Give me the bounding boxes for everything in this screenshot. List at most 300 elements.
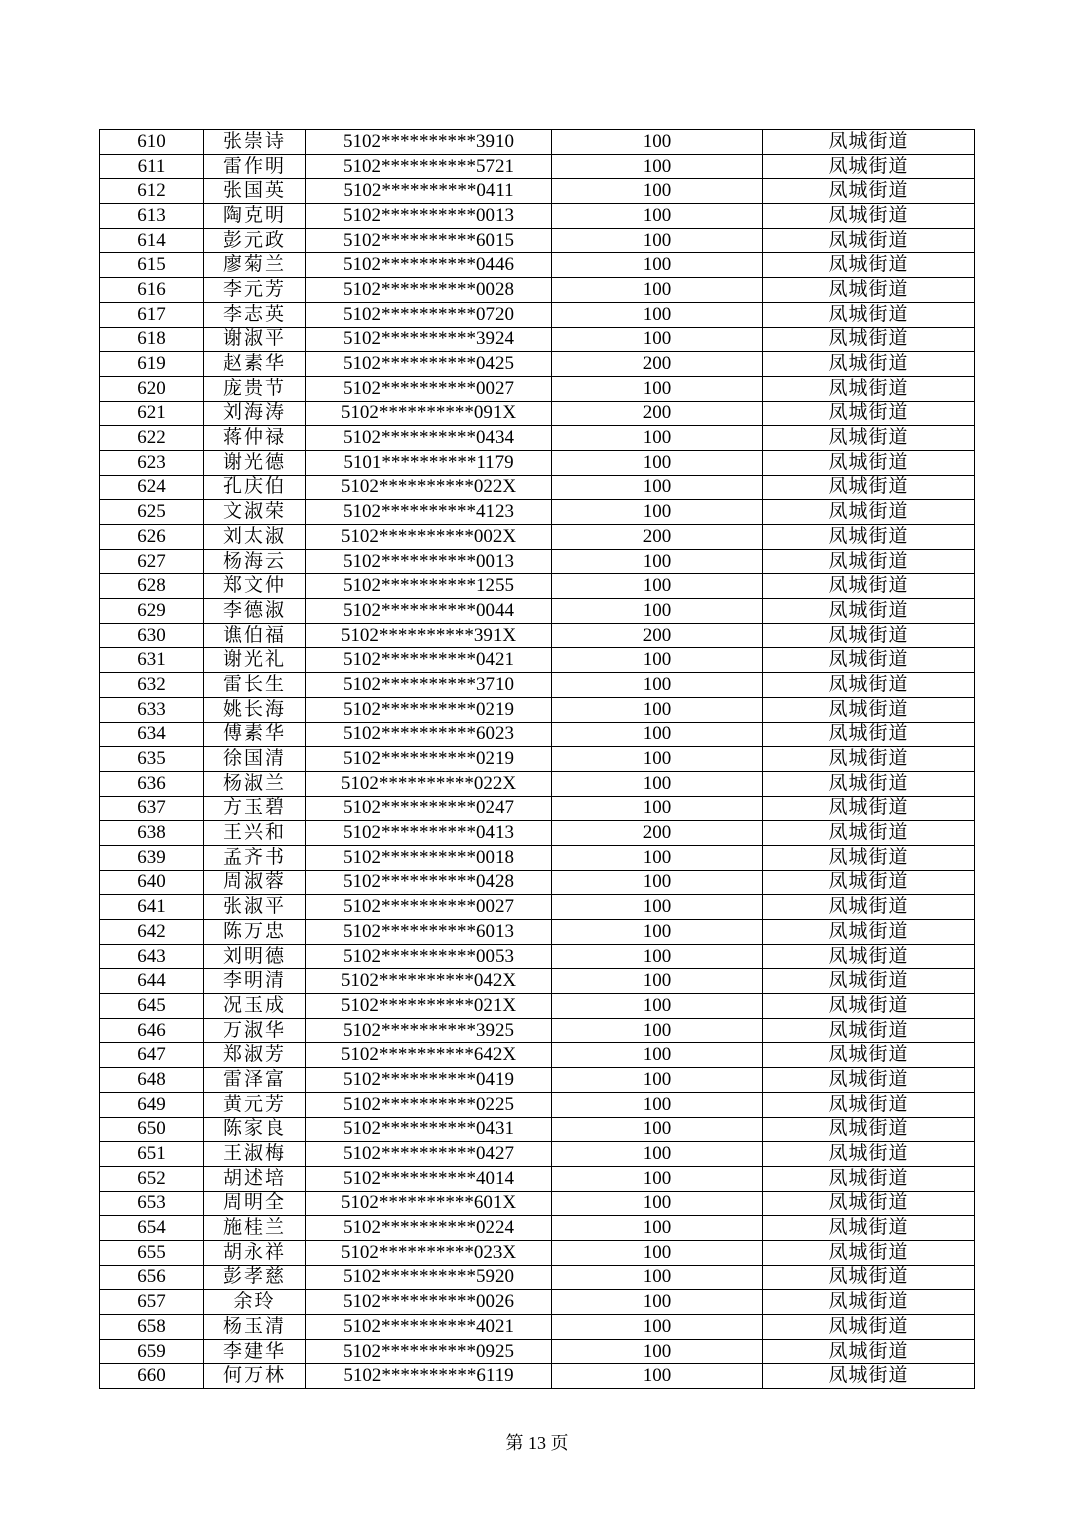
id-number-cell: 5102**********4014 [306,1166,552,1191]
id-number-cell: 5102**********5721 [306,154,552,179]
name-cell: 文淑荣 [204,500,306,525]
row-index-cell: 623 [100,450,204,475]
name-cell: 姚长海 [204,697,306,722]
table-row [100,648,975,673]
name-cell: 张淑平 [204,895,306,920]
street-cell: 凤城街道 [763,179,975,204]
street-cell: 凤城街道 [763,302,975,327]
amount-cell: 100 [552,796,763,821]
street-cell: 凤城街道 [763,253,975,278]
table-row [100,722,975,747]
row-index-cell: 660 [100,1364,204,1389]
table-row [100,994,975,1019]
table-row [100,154,975,179]
amount-cell: 100 [552,1216,763,1241]
street-cell: 凤城街道 [763,697,975,722]
row-index-cell: 621 [100,401,204,426]
name-cell: 李建华 [204,1339,306,1364]
street-cell: 凤城街道 [763,673,975,698]
table-row [100,500,975,525]
row-index-cell: 659 [100,1339,204,1364]
id-number-cell: 5102**********0027 [306,376,552,401]
amount-cell: 100 [552,895,763,920]
street-cell: 凤城街道 [763,475,975,500]
name-cell: 余玲 [204,1290,306,1315]
street-cell: 凤城街道 [763,796,975,821]
street-cell: 凤城街道 [763,771,975,796]
amount-cell: 100 [552,1018,763,1043]
amount-cell: 100 [552,944,763,969]
id-number-cell: 5102**********3710 [306,673,552,698]
table-row [100,525,975,550]
amount-cell: 100 [552,845,763,870]
amount-cell: 200 [552,352,763,377]
id-number-cell: 5102**********023X [306,1240,552,1265]
table-row [100,1315,975,1340]
amount-cell: 100 [552,154,763,179]
street-cell: 凤城街道 [763,525,975,550]
row-index-cell: 650 [100,1117,204,1142]
street-cell: 凤城街道 [763,722,975,747]
record-table [99,129,975,1389]
amount-cell: 200 [552,525,763,550]
table-row [100,1092,975,1117]
amount-cell: 100 [552,1117,763,1142]
id-number-cell: 5102**********0434 [306,426,552,451]
table-row [100,327,975,352]
name-cell: 刘海涛 [204,401,306,426]
name-cell: 雷长生 [204,673,306,698]
table-row [100,401,975,426]
name-cell: 何万林 [204,1364,306,1389]
table-row [100,944,975,969]
street-cell: 凤城街道 [763,204,975,229]
name-cell: 况玉成 [204,994,306,1019]
street-cell: 凤城街道 [763,574,975,599]
amount-cell: 100 [552,450,763,475]
row-index-cell: 640 [100,870,204,895]
name-cell: 赵素华 [204,352,306,377]
amount-cell: 100 [552,1142,763,1167]
name-cell: 施桂兰 [204,1216,306,1241]
name-cell: 谢光德 [204,450,306,475]
row-index-cell: 651 [100,1142,204,1167]
name-cell: 王兴和 [204,821,306,846]
table-row [100,1240,975,1265]
id-number-cell: 5102**********0411 [306,179,552,204]
street-cell: 凤城街道 [763,920,975,945]
name-cell: 周明全 [204,1191,306,1216]
amount-cell: 100 [552,1191,763,1216]
street-cell: 凤城街道 [763,870,975,895]
row-index-cell: 646 [100,1018,204,1043]
id-number-cell: 5102**********6119 [306,1364,552,1389]
row-index-cell: 633 [100,697,204,722]
name-cell: 傅素华 [204,722,306,747]
amount-cell: 100 [552,1240,763,1265]
name-cell: 胡述培 [204,1166,306,1191]
row-index-cell: 637 [100,796,204,821]
id-number-cell: 5102**********0027 [306,895,552,920]
row-index-cell: 614 [100,228,204,253]
street-cell: 凤城街道 [763,376,975,401]
row-index-cell: 654 [100,1216,204,1241]
name-cell: 刘明德 [204,944,306,969]
table-row [100,845,975,870]
amount-cell: 200 [552,821,763,846]
name-cell: 李元芳 [204,278,306,303]
table-row [100,623,975,648]
row-index-cell: 610 [100,130,204,155]
table-row [100,302,975,327]
row-index-cell: 649 [100,1092,204,1117]
row-index-cell: 631 [100,648,204,673]
street-cell: 凤城街道 [763,1364,975,1389]
table-row [100,1191,975,1216]
name-cell: 方玉碧 [204,796,306,821]
id-number-cell: 5102**********0427 [306,1142,552,1167]
street-cell: 凤城街道 [763,426,975,451]
name-cell: 李德淑 [204,599,306,624]
amount-cell: 100 [552,697,763,722]
id-number-cell: 5102**********4021 [306,1315,552,1340]
row-index-cell: 641 [100,895,204,920]
row-index-cell: 618 [100,327,204,352]
id-number-cell: 5102**********391X [306,623,552,648]
name-cell: 雷泽富 [204,1068,306,1093]
name-cell: 黄元芳 [204,1092,306,1117]
table-row [100,1018,975,1043]
table-row [100,574,975,599]
table-row [100,673,975,698]
table-row [100,1265,975,1290]
table-row [100,1117,975,1142]
row-index-cell: 636 [100,771,204,796]
id-number-cell: 5102**********0419 [306,1068,552,1093]
table-row [100,599,975,624]
street-cell: 凤城街道 [763,1216,975,1241]
row-index-cell: 639 [100,845,204,870]
name-cell: 郑文仲 [204,574,306,599]
amount-cell: 100 [552,278,763,303]
row-index-cell: 627 [100,549,204,574]
id-number-cell: 5102**********6013 [306,920,552,945]
id-number-cell: 5102**********021X [306,994,552,1019]
id-number-cell: 5102**********0413 [306,821,552,846]
id-number-cell: 5102**********022X [306,475,552,500]
street-cell: 凤城街道 [763,623,975,648]
row-index-cell: 622 [100,426,204,451]
street-cell: 凤城街道 [763,747,975,772]
street-cell: 凤城街道 [763,1290,975,1315]
amount-cell: 100 [552,228,763,253]
name-cell: 徐国清 [204,747,306,772]
amount-cell: 100 [552,179,763,204]
table-row [100,549,975,574]
street-cell: 凤城街道 [763,1092,975,1117]
amount-cell: 100 [552,426,763,451]
table-row [100,1364,975,1389]
table-row [100,130,975,155]
id-number-cell: 5102**********091X [306,401,552,426]
row-index-cell: 658 [100,1315,204,1340]
amount-cell: 100 [552,376,763,401]
amount-cell: 100 [552,549,763,574]
id-number-cell: 5102**********0925 [306,1339,552,1364]
row-index-cell: 613 [100,204,204,229]
id-number-cell: 5102**********022X [306,771,552,796]
street-cell: 凤城街道 [763,1315,975,1340]
street-cell: 凤城街道 [763,599,975,624]
id-number-cell: 5102**********5920 [306,1265,552,1290]
row-index-cell: 628 [100,574,204,599]
amount-cell: 100 [552,574,763,599]
id-number-cell: 5102**********0219 [306,697,552,722]
table-row [100,920,975,945]
name-cell: 廖菊兰 [204,253,306,278]
street-cell: 凤城街道 [763,500,975,525]
row-index-cell: 619 [100,352,204,377]
street-cell: 凤城街道 [763,845,975,870]
id-number-cell: 5102**********3924 [306,327,552,352]
id-number-cell: 5102**********3910 [306,130,552,155]
street-cell: 凤城街道 [763,401,975,426]
table-row [100,278,975,303]
name-cell: 彭孝慈 [204,1265,306,1290]
street-cell: 凤城街道 [763,1265,975,1290]
row-index-cell: 620 [100,376,204,401]
row-index-cell: 626 [100,525,204,550]
street-cell: 凤城街道 [763,549,975,574]
id-number-cell: 5102**********0720 [306,302,552,327]
name-cell: 陈万忠 [204,920,306,945]
id-number-cell: 5102**********0224 [306,1216,552,1241]
id-number-cell: 5102**********0431 [306,1117,552,1142]
id-number-cell: 5102**********6023 [306,722,552,747]
street-cell: 凤城街道 [763,278,975,303]
name-cell: 万淑华 [204,1018,306,1043]
amount-cell: 100 [552,599,763,624]
table-row [100,1339,975,1364]
name-cell: 李志英 [204,302,306,327]
street-cell: 凤城街道 [763,1068,975,1093]
table-row [100,1068,975,1093]
id-number-cell: 5102**********0428 [306,870,552,895]
street-cell: 凤城街道 [763,327,975,352]
row-index-cell: 652 [100,1166,204,1191]
row-index-cell: 634 [100,722,204,747]
amount-cell: 200 [552,401,763,426]
row-index-cell: 617 [100,302,204,327]
name-cell: 张崇诗 [204,130,306,155]
table-row [100,1142,975,1167]
amount-cell: 100 [552,1265,763,1290]
name-cell: 胡永祥 [204,1240,306,1265]
table-row [100,1043,975,1068]
name-cell: 蒋仲禄 [204,426,306,451]
street-cell: 凤城街道 [763,154,975,179]
row-index-cell: 653 [100,1191,204,1216]
id-number-cell: 5102**********0225 [306,1092,552,1117]
table-row [100,1290,975,1315]
row-index-cell: 657 [100,1290,204,1315]
row-index-cell: 629 [100,599,204,624]
amount-cell: 100 [552,1068,763,1093]
row-index-cell: 648 [100,1068,204,1093]
street-cell: 凤城街道 [763,821,975,846]
id-number-cell: 5102**********0028 [306,278,552,303]
name-cell: 谯伯福 [204,623,306,648]
table-row [100,697,975,722]
id-number-cell: 5102**********4123 [306,500,552,525]
id-number-cell: 5102**********002X [306,525,552,550]
amount-cell: 100 [552,1290,763,1315]
row-index-cell: 635 [100,747,204,772]
table-row [100,747,975,772]
id-number-cell: 5102**********0026 [306,1290,552,1315]
row-index-cell: 645 [100,994,204,1019]
amount-cell: 100 [552,969,763,994]
amount-cell: 100 [552,920,763,945]
table-row [100,1216,975,1241]
amount-cell: 100 [552,302,763,327]
id-number-cell: 5102**********0013 [306,204,552,229]
id-number-cell: 5102**********0425 [306,352,552,377]
id-number-cell: 5102**********0219 [306,747,552,772]
name-cell: 李明清 [204,969,306,994]
name-cell: 张国英 [204,179,306,204]
amount-cell: 100 [552,1364,763,1389]
street-cell: 凤城街道 [763,1191,975,1216]
row-index-cell: 624 [100,475,204,500]
name-cell: 王淑梅 [204,1142,306,1167]
row-index-cell: 612 [100,179,204,204]
table-row [100,475,975,500]
name-cell: 雷作明 [204,154,306,179]
id-number-cell: 5102**********0247 [306,796,552,821]
row-index-cell: 611 [100,154,204,179]
id-number-cell: 5102**********0044 [306,599,552,624]
amount-cell: 100 [552,1043,763,1068]
table-row [100,771,975,796]
table-row [100,376,975,401]
id-number-cell: 5102**********3925 [306,1018,552,1043]
name-cell: 杨海云 [204,549,306,574]
amount-cell: 100 [552,475,763,500]
row-index-cell: 642 [100,920,204,945]
amount-cell: 100 [552,1092,763,1117]
row-index-cell: 638 [100,821,204,846]
name-cell: 郑淑芳 [204,1043,306,1068]
table-row [100,352,975,377]
id-number-cell: 5102**********0421 [306,648,552,673]
street-cell: 凤城街道 [763,1166,975,1191]
street-cell: 凤城街道 [763,1117,975,1142]
table-row [100,1166,975,1191]
name-cell: 孟齐书 [204,845,306,870]
id-number-cell: 5102**********642X [306,1043,552,1068]
row-index-cell: 647 [100,1043,204,1068]
street-cell: 凤城街道 [763,352,975,377]
table-row [100,870,975,895]
id-number-cell: 5102**********1255 [306,574,552,599]
street-cell: 凤城街道 [763,895,975,920]
name-cell: 谢光礼 [204,648,306,673]
amount-cell: 100 [552,1315,763,1340]
street-cell: 凤城街道 [763,1043,975,1068]
amount-cell: 100 [552,870,763,895]
row-index-cell: 630 [100,623,204,648]
amount-cell: 100 [552,648,763,673]
id-number-cell: 5102**********0053 [306,944,552,969]
amount-cell: 100 [552,1166,763,1191]
id-number-cell: 5102**********0446 [306,253,552,278]
street-cell: 凤城街道 [763,944,975,969]
id-number-cell: 5102**********0018 [306,845,552,870]
table-row [100,895,975,920]
table-row [100,228,975,253]
name-cell: 周淑蓉 [204,870,306,895]
name-cell: 刘太淑 [204,525,306,550]
id-number-cell: 5102**********042X [306,969,552,994]
table-row [100,204,975,229]
amount-cell: 100 [552,1339,763,1364]
name-cell: 陶克明 [204,204,306,229]
page-number: 第 13 页 [505,1433,569,1453]
id-number-cell: 5101**********1179 [306,450,552,475]
name-cell: 陈家良 [204,1117,306,1142]
name-cell: 杨淑兰 [204,771,306,796]
row-index-cell: 616 [100,278,204,303]
amount-cell: 100 [552,253,763,278]
table-row [100,253,975,278]
street-cell: 凤城街道 [763,994,975,1019]
record-table-body [100,130,975,1389]
row-index-cell: 656 [100,1265,204,1290]
row-index-cell: 625 [100,500,204,525]
name-cell: 谢淑平 [204,327,306,352]
amount-cell: 100 [552,722,763,747]
table-row [100,969,975,994]
amount-cell: 100 [552,747,763,772]
table-row [100,179,975,204]
row-index-cell: 615 [100,253,204,278]
amount-cell: 100 [552,994,763,1019]
street-cell: 凤城街道 [763,648,975,673]
amount-cell: 100 [552,673,763,698]
amount-cell: 100 [552,130,763,155]
id-number-cell: 5102**********6015 [306,228,552,253]
street-cell: 凤城街道 [763,1240,975,1265]
name-cell: 庞贵节 [204,376,306,401]
table-row [100,450,975,475]
amount-cell: 100 [552,327,763,352]
row-index-cell: 644 [100,969,204,994]
street-cell: 凤城街道 [763,130,975,155]
street-cell: 凤城街道 [763,450,975,475]
table-row [100,821,975,846]
name-cell: 彭元政 [204,228,306,253]
street-cell: 凤城街道 [763,1142,975,1167]
amount-cell: 100 [552,771,763,796]
street-cell: 凤城街道 [763,228,975,253]
amount-cell: 100 [552,204,763,229]
id-number-cell: 5102**********0013 [306,549,552,574]
street-cell: 凤城街道 [763,1339,975,1364]
street-cell: 凤城街道 [763,1018,975,1043]
name-cell: 孔庆伯 [204,475,306,500]
table-row [100,796,975,821]
